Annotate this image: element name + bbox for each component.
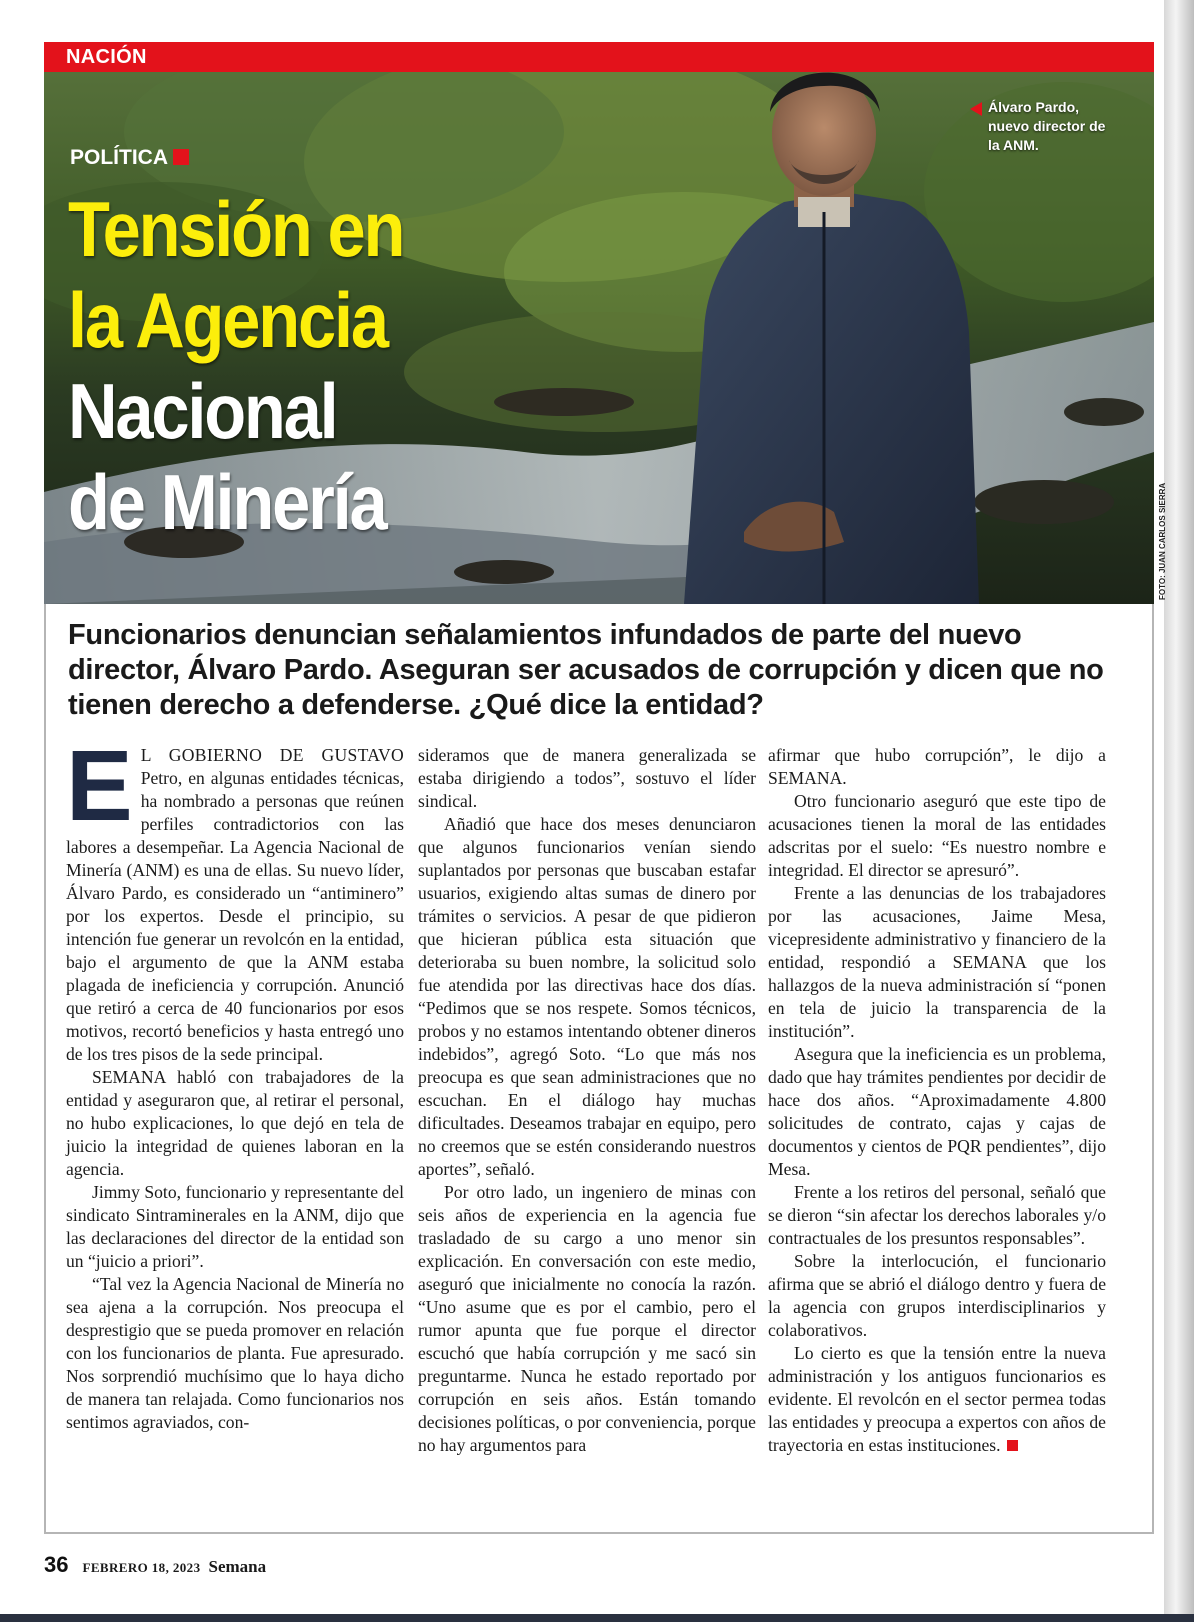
article-column-2 [418, 744, 756, 1457]
paragraph: Otro funcionario aseguró que este tipo de acusaciones tienen la moral de las entidades adscritas por el suelo: “Es nuestro nombre e integridad. El director se apresuró”. [768, 791, 1106, 880]
section-label: NACIÓN [66, 46, 147, 68]
caption-line-3: la ANM. [988, 137, 1039, 153]
end-mark-icon [1007, 1440, 1018, 1451]
article-deck: Funcionarios denuncian señalamientos infundados de parte del nuevo director, Álvaro Pardo. Aseguran ser acusados de corrupción y dicen que no tienen derecho a defenderse. ¿Qué dice la entidad? [68, 619, 1104, 721]
page-bottom-edge [0, 1614, 1194, 1622]
kicker-red-square [173, 149, 189, 165]
kicker [70, 146, 189, 170]
paragraph: sideramos que de manera generalizada se estaba dirigiendo a todos”, sostuvo el líder sindical. [418, 745, 756, 811]
paragraph: “Tal vez la Agencia Nacional de Minería no sea ajena a la corrupción. Nos preocupa el desprestigio que se pueda promover en relación con los funcionarios de planta. Fue apresurado. Nos sorprendió muchísimo que lo haya dicho de manera tan relajada. Como funcionarios nos sentimos agraviados, con- [66, 1274, 404, 1432]
paragraph: Añadió que hace dos meses denunciaron que algunos funcionarios venían siendo suplantados por personas que buscaban estafar usuarios, exigiendo altas sumas de dinero por trámites o servicios. A pesar de que pidieron que hicieran pública esta situación que deterioraba su buen nombre, la solicitud solo fue atendida por las directivas hace dos días. “Pedimos que se nos respete. Somos técnicos, probos y no estamos intentando obtener dineros indebidos”, agregó Soto. “Lo que más nos preocupa es que sean administraciones que no escuchan. En el diálogo hay muchas dificultades. Deseamos trabajar en equipo, pero no creemos que se estén considerando nuestros aportes”, señaló. [418, 814, 756, 1179]
article-column-1 [66, 730, 404, 1434]
caption-line-1: Álvaro Pardo, [988, 99, 1080, 115]
caption-line-2: nuevo director de [988, 118, 1106, 134]
headline-line-3: Nacional [68, 367, 337, 455]
lead-caps: L GOBIERNO DE GUSTAVO [140, 745, 404, 765]
page-number: 36 [44, 1552, 69, 1577]
article-column-3 [768, 744, 1106, 1457]
paragraph: Frente a las denuncias de los trabajadores por las acusaciones, Jaime Mesa, vicepresidente administrativo y financiero de la entidad, respondió a SEMANA que los hallazgos de la nueva administración sí “ponen en tela de juicio la transparencia de la institución”. [768, 883, 1106, 1041]
caption-arrow-icon [970, 102, 982, 116]
issue-date: FEBRERO 18, 2023 [82, 1560, 201, 1575]
paragraph-lead [66, 730, 404, 1066]
lead-text: Petro, en algunas entidades técnicas, ha nombrado a personas que reúnen perfiles contradictorios con las labores a desempeñar. La Agencia Nacional de Minería (ANM) es una de ellas. Su nuevo líder, Álvaro Pardo, es considerado un “antiminero” por los expertos. Desde el principio, su intención fue generar un revolcón en la entidad, bajo el argumento de que la ANM estaba plagada de ineficiencia y corrupción. Anunció que retiró a cerca de 40 funcionarios por esos motivos, recortó beneficios y hasta entregó uno de los tres pisos de la sede principal. [66, 768, 404, 1064]
hero-photo [44, 72, 1154, 604]
dropcap: E [66, 730, 133, 842]
headline-line-4: de Minería [68, 458, 386, 546]
paragraph: Sobre la interlocución, el funcionario afirma que se abrió el diálogo dentro y fuera de la agencia con grupos interdisciplinarios y colaborativos. [768, 1251, 1106, 1340]
paragraph: Asegura que la ineficiencia es un problema, dado que hay trámites pendientes por decidir de hace dos años. “Aproximadamente 4.800 solicitudes de contrato, cajas y cajas de documentos y cientos de PQR pendientes”, dijo Mesa. [768, 1044, 1106, 1179]
headline [68, 184, 473, 548]
paragraph: Jimmy Soto, funcionario y representante del sindicato Sintraminerales en la ANM, dijo que las declaraciones del director de la entidad son un “juicio a priori”. [66, 1182, 404, 1271]
paragraph: Frente a los retiros del personal, señaló que se dieron “sin afectar los derechos laborales y/o contractuales de los presuntos responsables”. [768, 1182, 1106, 1248]
page-footer [44, 1552, 266, 1578]
paragraph: SEMANA habló con trabajadores de la entidad y aseguraron que, al retirar el personal, no hubo explicaciones, lo que dejó en tela de juicio la integridad de quienes laboran en la agencia. [66, 1067, 404, 1179]
headline-line-1: Tensión en [68, 185, 404, 273]
kicker-label: POLÍTICA [70, 146, 168, 169]
paragraph: Por otro lado, un ingeniero de minas con seis años de experiencia en la agencia fue trasladado de su cargo a uno menor sin explicación. En conversación con este medio, aseguró que inicialmente no conocía la razón. “Uno asume que es por el cambio, pero el rumor apunta que fue porque el director escuchó que había corrupción y me sacó sin preguntarme. Nunca he estado reportado por corrupción en seis años. Están tomando decisiones políticas, o por conveniencia, porque no hay argumentos para [418, 1182, 756, 1455]
page-spine-shadow [1164, 0, 1194, 1622]
photo-credit: FOTO: JUAN CARLOS SIERRA [1158, 482, 1167, 600]
section-band [44, 42, 1154, 72]
magazine-name: Semana [208, 1557, 267, 1576]
paragraph: afirmar que hubo corrupción”, le dijo a SEMANA. [768, 745, 1106, 788]
paragraph-final [768, 1342, 1106, 1457]
final-text: Lo cierto es que la tensión entre la nueva administración y los antiguos funcionarios es evidente. El revolcón en el sector permea todas las entidades y preocupa a expertos con años de trayectoria en estas instituciones. [768, 1343, 1106, 1455]
headline-line-2: la Agencia [68, 276, 387, 364]
photo-caption [988, 98, 1138, 155]
